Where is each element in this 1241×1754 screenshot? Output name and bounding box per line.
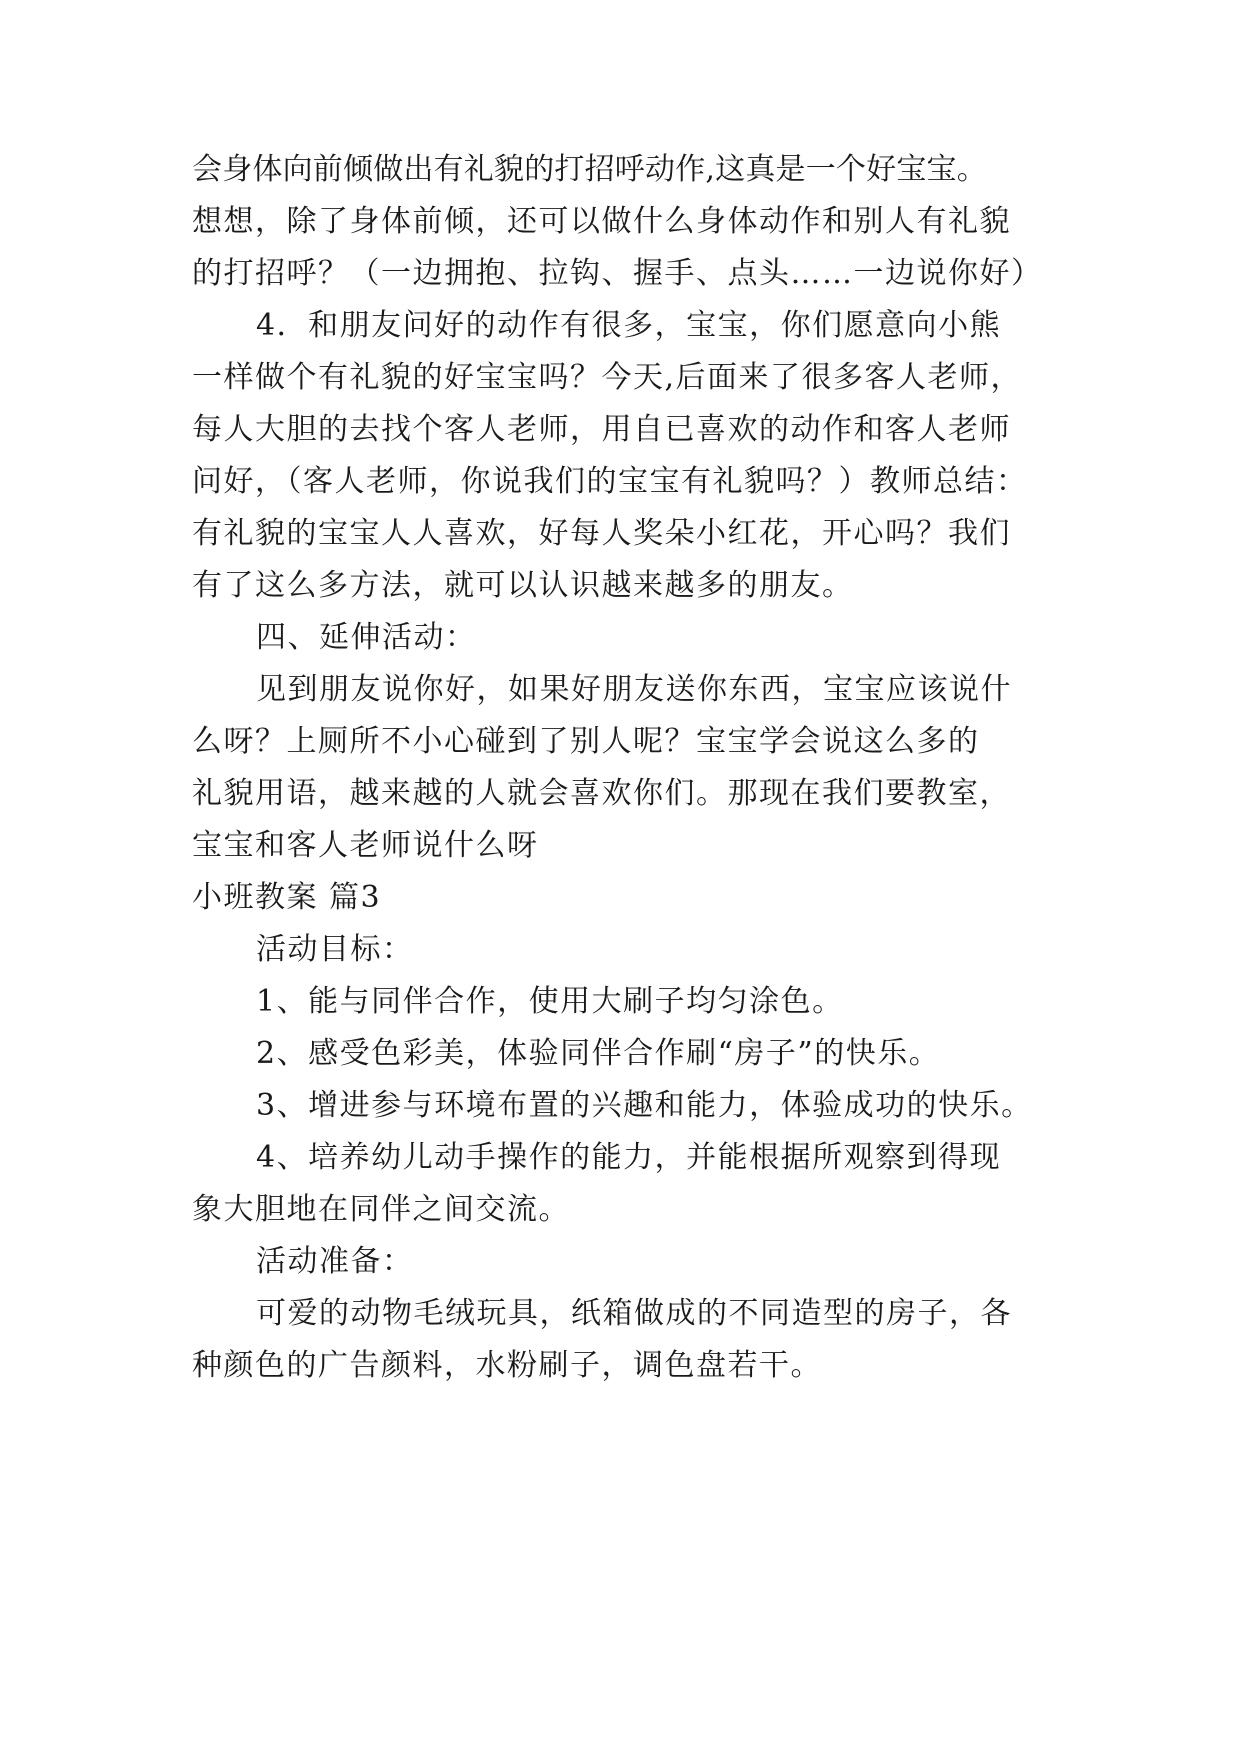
list-item: 2、感受色彩美，体验同伴合作刷“房子”的快乐。: [256, 1036, 941, 1071]
text-line: 一样做个有礼貌的好宝宝吗？今天,后面来了很多客人老师，: [192, 360, 1023, 395]
list-item: 4、培养幼儿动手操作的能力，并能根据所观察到得现: [256, 1140, 1002, 1175]
list-item: 3、增进参与环境布置的兴趣和能力，体验成功的快乐。: [256, 1088, 1033, 1123]
text-line: 礼貌用语，越来越的人就会喜欢你们。那现在我们要教室，: [192, 776, 1011, 811]
text-line: 的打招呼？（一边拥抱、拉钩、握手、点头……一边说你好）: [192, 256, 1043, 291]
section-heading: 四、延伸活动：: [256, 620, 477, 655]
text-line: 见到朋友说你好，如果好朋友送你东西，宝宝应该说什: [256, 672, 1012, 707]
text-line: 有礼貌的宝宝人人喜欢，好每人奖朵小红花，开心吗？我们: [192, 516, 1011, 551]
text-line: 宝宝和客人老师说什么呀: [192, 828, 539, 863]
text-line: 4．和朋友问好的动作有很多，宝宝，你们愿意向小熊: [256, 308, 1002, 343]
text-line: 么呀？上厕所不小心碰到了别人呢？宝宝学会说这么多的: [192, 724, 980, 759]
text-line: 有了这么多方法，就可以认识越来越多的朋友。: [192, 568, 854, 603]
section-heading: 活动准备：: [256, 1244, 414, 1279]
text-line: 可爱的动物毛绒玩具，纸箱做成的不同造型的房子，各: [256, 1296, 1012, 1331]
lesson-title: 小班教案 篇3: [192, 880, 382, 915]
text-line: 想想，除了身体前倾，还可以做什么身体动作和别人有礼貌: [192, 204, 1011, 239]
text-line: 每人大胆的去找个客人老师，用自已喜欢的动作和客人老师: [192, 412, 1011, 447]
text-line: 会身体向前倾做出有礼貌的打招呼动作,这真是一个好宝宝。: [192, 152, 987, 187]
section-heading: 活动目标：: [256, 932, 414, 967]
text-line: 问好，（客人老师，你说我们的宝宝有礼貌吗？）教师总结：: [192, 464, 1028, 499]
list-item: 1、能与同伴合作，使用大刷子均匀涂色。: [256, 984, 844, 1019]
text-line: 象大胆地在同伴之间交流。: [192, 1192, 570, 1227]
text-line: 种颜色的广告颜料，水粉刷子，调色盘若干。: [192, 1348, 822, 1383]
